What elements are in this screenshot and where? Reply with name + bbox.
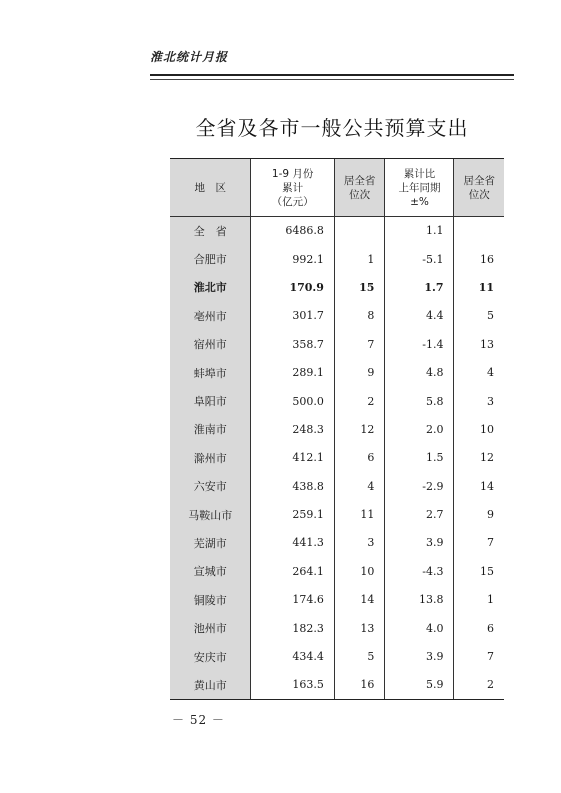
expenditure-cell: 182.3 xyxy=(251,614,335,642)
expenditure-cell: 992.1 xyxy=(251,245,335,273)
growth-cell: 13.8 xyxy=(385,586,454,614)
rank-cell: 11 xyxy=(334,500,385,528)
table-row xyxy=(170,302,504,330)
region-cell: 安庆市 xyxy=(170,642,251,670)
expenditure-cell: 174.6 xyxy=(251,586,335,614)
growth-rank-cell: 9 xyxy=(454,500,504,528)
growth-cell: 5.9 xyxy=(385,671,454,699)
header-growth-rank: 居全省 位次 xyxy=(454,159,504,217)
header-rule-thin xyxy=(150,79,514,80)
growth-rank-cell: 7 xyxy=(454,529,504,557)
growth-rank-cell xyxy=(454,217,504,245)
growth-cell: 4.8 xyxy=(385,358,454,386)
rank-cell: 15 xyxy=(334,273,385,301)
page-number: － 52 － xyxy=(172,713,225,727)
region-cell: 宿州市 xyxy=(170,330,251,358)
expenditure-cell: 289.1 xyxy=(251,358,335,386)
growth-cell: 4.4 xyxy=(385,302,454,330)
header-region: 地 区 xyxy=(170,159,251,217)
growth-cell: 1.7 xyxy=(385,273,454,301)
expenditure-cell: 301.7 xyxy=(251,302,335,330)
region-cell: 黄山市 xyxy=(170,671,251,699)
growth-cell: 4.0 xyxy=(385,614,454,642)
growth-rank-cell: 10 xyxy=(454,415,504,443)
growth-rank-cell: 14 xyxy=(454,472,504,500)
table-row xyxy=(170,586,504,614)
growth-cell: 3.9 xyxy=(385,529,454,557)
expenditure-cell: 434.4 xyxy=(251,642,335,670)
expenditure-cell: 248.3 xyxy=(251,415,335,443)
table-row xyxy=(170,614,504,642)
rank-cell: 13 xyxy=(334,614,385,642)
growth-cell: 5.8 xyxy=(385,387,454,415)
rank-cell: 1 xyxy=(334,245,385,273)
header-rank: 居全省 位次 xyxy=(334,159,385,217)
expenditure-cell: 412.1 xyxy=(251,444,335,472)
table-row xyxy=(170,273,504,301)
region-cell: 阜阳市 xyxy=(170,387,251,415)
table-body xyxy=(170,217,504,700)
publication-title: 淮北统计月报 xyxy=(150,50,229,64)
rank-cell: 2 xyxy=(334,387,385,415)
expenditure-cell: 170.9 xyxy=(251,273,335,301)
rank-cell: 8 xyxy=(334,302,385,330)
growth-rank-cell: 13 xyxy=(454,330,504,358)
growth-rank-cell: 6 xyxy=(454,614,504,642)
growth-rank-cell: 11 xyxy=(454,273,504,301)
table-row xyxy=(170,444,504,472)
region-cell: 合肥市 xyxy=(170,245,251,273)
region-cell: 池州市 xyxy=(170,614,251,642)
growth-rank-cell: 7 xyxy=(454,642,504,670)
rank-cell: 6 xyxy=(334,444,385,472)
growth-cell: -4.3 xyxy=(385,557,454,585)
growth-cell: 2.0 xyxy=(385,415,454,443)
growth-rank-cell: 2 xyxy=(454,671,504,699)
table-row xyxy=(170,330,504,358)
region-cell: 亳州市 xyxy=(170,302,251,330)
rank-cell: 10 xyxy=(334,557,385,585)
rank-cell: 14 xyxy=(334,586,385,614)
rank-cell: 7 xyxy=(334,330,385,358)
growth-rank-cell: 16 xyxy=(454,245,504,273)
table-row xyxy=(170,500,504,528)
region-cell: 淮北市 xyxy=(170,273,251,301)
growth-cell: -5.1 xyxy=(385,245,454,273)
expenditure-cell: 500.0 xyxy=(251,387,335,415)
growth-rank-cell: 1 xyxy=(454,586,504,614)
expenditure-cell: 438.8 xyxy=(251,472,335,500)
region-cell: 铜陵市 xyxy=(170,586,251,614)
table-header-row xyxy=(170,159,504,217)
table-row xyxy=(170,415,504,443)
growth-cell: 2.7 xyxy=(385,500,454,528)
rank-cell xyxy=(334,217,385,245)
growth-rank-cell: 5 xyxy=(454,302,504,330)
rank-cell: 5 xyxy=(334,642,385,670)
growth-rank-cell: 12 xyxy=(454,444,504,472)
table-row xyxy=(170,529,504,557)
region-cell: 六安市 xyxy=(170,472,251,500)
header-growth: 累计比 上年同期 ±% xyxy=(385,159,454,217)
table-row xyxy=(170,387,504,415)
growth-cell: 1.1 xyxy=(385,217,454,245)
page-title: 全省及各市一般公共预算支出 xyxy=(195,116,469,140)
growth-rank-cell: 15 xyxy=(454,557,504,585)
region-cell: 淮南市 xyxy=(170,415,251,443)
expenditure-cell: 259.1 xyxy=(251,500,335,528)
table-row xyxy=(170,245,504,273)
header-rule-thick xyxy=(150,74,514,76)
expenditure-cell: 6486.8 xyxy=(251,217,335,245)
budget-expenditure-table xyxy=(170,158,504,700)
running-header xyxy=(150,48,514,65)
expenditure-cell: 264.1 xyxy=(251,557,335,585)
rank-cell: 9 xyxy=(334,358,385,386)
growth-cell: 3.9 xyxy=(385,642,454,670)
expenditure-cell: 358.7 xyxy=(251,330,335,358)
table-row xyxy=(170,472,504,500)
region-cell: 滁州市 xyxy=(170,444,251,472)
growth-rank-cell: 3 xyxy=(454,387,504,415)
header-cumulative: 1-9 月份 累计 （亿元） xyxy=(251,159,335,217)
table-row xyxy=(170,217,504,245)
region-cell: 宣城市 xyxy=(170,557,251,585)
table-row xyxy=(170,557,504,585)
rank-cell: 16 xyxy=(334,671,385,699)
region-cell: 马鞍山市 xyxy=(170,500,251,528)
table-row xyxy=(170,358,504,386)
expenditure-cell: 441.3 xyxy=(251,529,335,557)
table-row xyxy=(170,671,504,699)
rank-cell: 12 xyxy=(334,415,385,443)
rank-cell: 3 xyxy=(334,529,385,557)
growth-cell: -2.9 xyxy=(385,472,454,500)
region-cell: 芜湖市 xyxy=(170,529,251,557)
rank-cell: 4 xyxy=(334,472,385,500)
expenditure-cell: 163.5 xyxy=(251,671,335,699)
growth-rank-cell: 4 xyxy=(454,358,504,386)
region-cell: 全 省 xyxy=(170,217,251,245)
table-row xyxy=(170,642,504,670)
region-cell: 蚌埠市 xyxy=(170,358,251,386)
growth-cell: -1.4 xyxy=(385,330,454,358)
growth-cell: 1.5 xyxy=(385,444,454,472)
